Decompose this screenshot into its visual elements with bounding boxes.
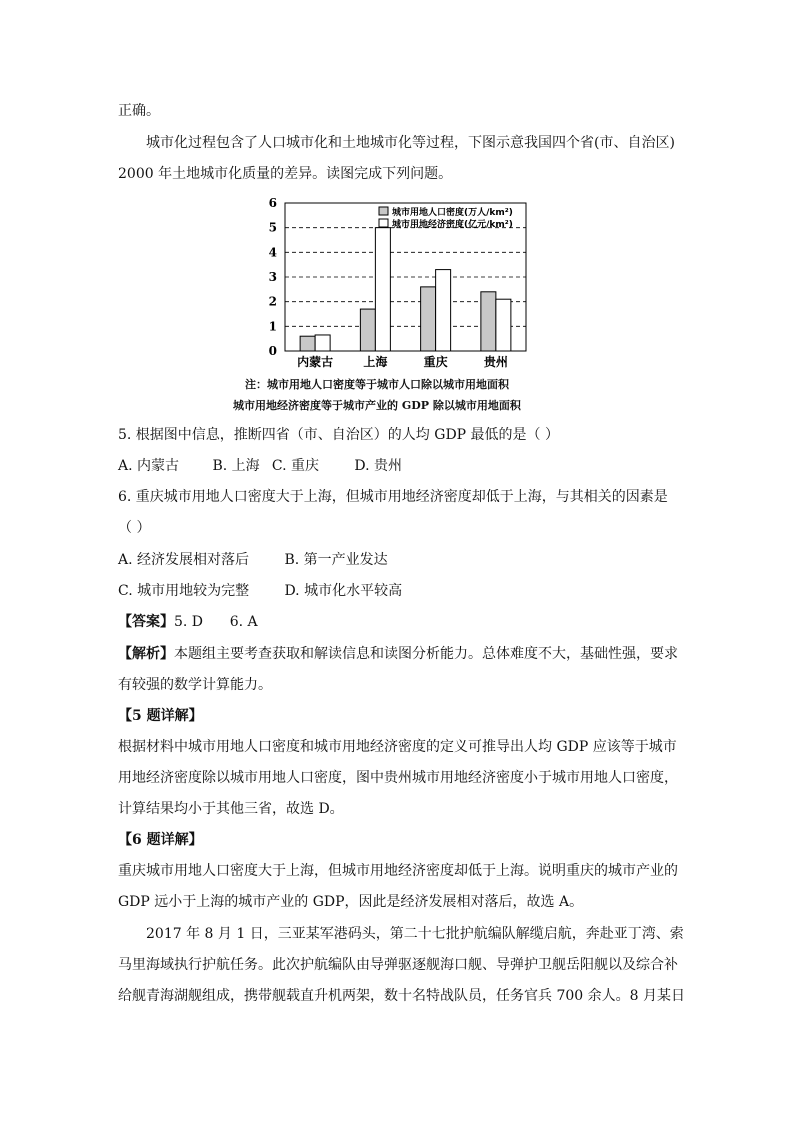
bar-population-3 — [481, 292, 496, 351]
bar-population-1 — [360, 309, 375, 351]
bar-economic-1 — [375, 228, 390, 351]
intro-tail: 正确。 — [118, 103, 160, 119]
detail-5-title: 【5 题详解】 — [118, 708, 203, 724]
question-6-options-row-1 — [118, 550, 388, 570]
detail-6-line-2: GDP 远小于上海的城市产业的 GDP，因此是经济发展相对落后，故选 A。 — [118, 894, 584, 910]
question-6-stem: 6. 重庆城市用地人口密度大于上海，但城市用地经济密度却低于上海，与其相关的因素是 — [118, 489, 668, 505]
x-tick-label: 重庆 — [423, 355, 448, 369]
detail-5-line-2: 用地经济密度除以城市用地人口密度，图中贵州城市用地经济密度小于城市用地人口密度， — [118, 770, 678, 786]
y-tick-label: 0 — [268, 344, 277, 358]
y-tick-label: 4 — [268, 245, 277, 260]
answer-line — [118, 612, 258, 632]
x-tick-label: 上海 — [363, 355, 388, 369]
y-tick-label: 6 — [268, 196, 277, 210]
analysis-line-1 — [118, 644, 678, 664]
bar-population-0 — [300, 336, 315, 351]
bar-chart — [258, 193, 538, 373]
detail-5-line-1: 根据材料中城市用地人口密度和城市用地经济密度的定义可推导出人均 GDP 应该等于城市 — [118, 739, 677, 755]
question-6-options-row-2 — [118, 581, 402, 601]
detail-5-line-3: 计算结果均小于其他三省，故选 D。 — [118, 801, 344, 817]
chart-note-1: 注：城市用地人口密度等于城市人口除以城市用地面积 — [245, 378, 509, 391]
bar-economic-0 — [315, 335, 330, 351]
x-tick-label: 贵州 — [483, 355, 508, 369]
q6-option-c[interactable]: C. 城市用地较为完整 — [118, 583, 250, 599]
y-tick-label: 1 — [268, 319, 277, 334]
chart-legend — [379, 206, 513, 230]
analysis-text-1: 本题组主要考查获取和解读信息和读图分析能力。总体难度不大，基础性强，要求 — [174, 646, 678, 662]
y-tick-label: 2 — [268, 294, 277, 309]
legend-swatch — [379, 207, 388, 215]
chart-note-2: 城市用地经济密度等于城市产业的 GDP 除以城市用地面积 — [233, 399, 521, 412]
next-passage-line-1: 2017 年 8 月 1 日，三亚某军港码头，第二十七批护航编队解缆启航，奔赴亚丁湾、索 — [146, 926, 684, 942]
x-tick-label: 内蒙古 — [297, 355, 334, 369]
question-5-options — [118, 456, 402, 476]
next-passage-line-3: 给舰青海湖舰组成，携带舰载直升机两架，数十名特战队员，任务官兵 700 余人。8 月某日 — [118, 988, 685, 1004]
answer-label: 【答案】 — [118, 614, 174, 630]
y-tick-label: 3 — [268, 270, 277, 284]
q6-option-d[interactable]: D. 城市化水平较高 — [284, 583, 403, 599]
detail-6-title: 【6 题详解】 — [118, 832, 203, 848]
legend-label: 城市用地人口密度(万人/km²) — [392, 208, 513, 218]
question-5-stem: 5. 根据图中信息，推断四省（市、自治区）的人均 GDP 最低的是（ ） — [118, 427, 559, 443]
y-tick-label: 5 — [268, 220, 277, 235]
answer-text: 5. D 6. A — [174, 614, 258, 630]
q6-option-b[interactable]: B. 第一产业发达 — [284, 552, 388, 568]
bar-economic-2 — [436, 270, 451, 351]
q5-option-c[interactable]: C. 重庆 — [271, 458, 320, 474]
question-6-stem-blank: （ ） — [118, 520, 151, 536]
q5-option-b[interactable]: B. 上海 — [212, 458, 260, 474]
bar-economic-3 — [496, 299, 511, 351]
passage-line-1: 城市化过程包含了人口城市化和土地城市化等过程，下图示意我国四个省(市、自治区) — [146, 135, 675, 151]
chart-bars — [300, 228, 511, 351]
q5-option-a[interactable]: A. 内蒙古 — [118, 458, 180, 474]
passage-line-2: 2000 年土地城市化质量的差异。读图完成下列问题。 — [118, 166, 453, 182]
q5-option-d[interactable]: D. 贵州 — [354, 458, 402, 474]
next-passage-line-2: 马里海域执行护航任务。此次护航编队由导弹驱逐舰海口舰、导弹护卫舰岳阳舰以及综合补 — [118, 957, 678, 973]
analysis-line-2: 有较强的数学计算能力。 — [118, 677, 272, 693]
q6-option-a[interactable]: A. 经济发展相对落后 — [118, 552, 250, 568]
detail-6-line-1: 重庆城市用地人口密度大于上海，但城市用地经济密度却低于上海。说明重庆的城市产业的 — [118, 863, 678, 879]
legend-label: 城市用地经济密度(亿元/km²) — [392, 220, 513, 230]
analysis-label: 【解析】 — [118, 646, 174, 662]
bar-population-2 — [421, 287, 436, 351]
legend-swatch — [379, 219, 388, 227]
